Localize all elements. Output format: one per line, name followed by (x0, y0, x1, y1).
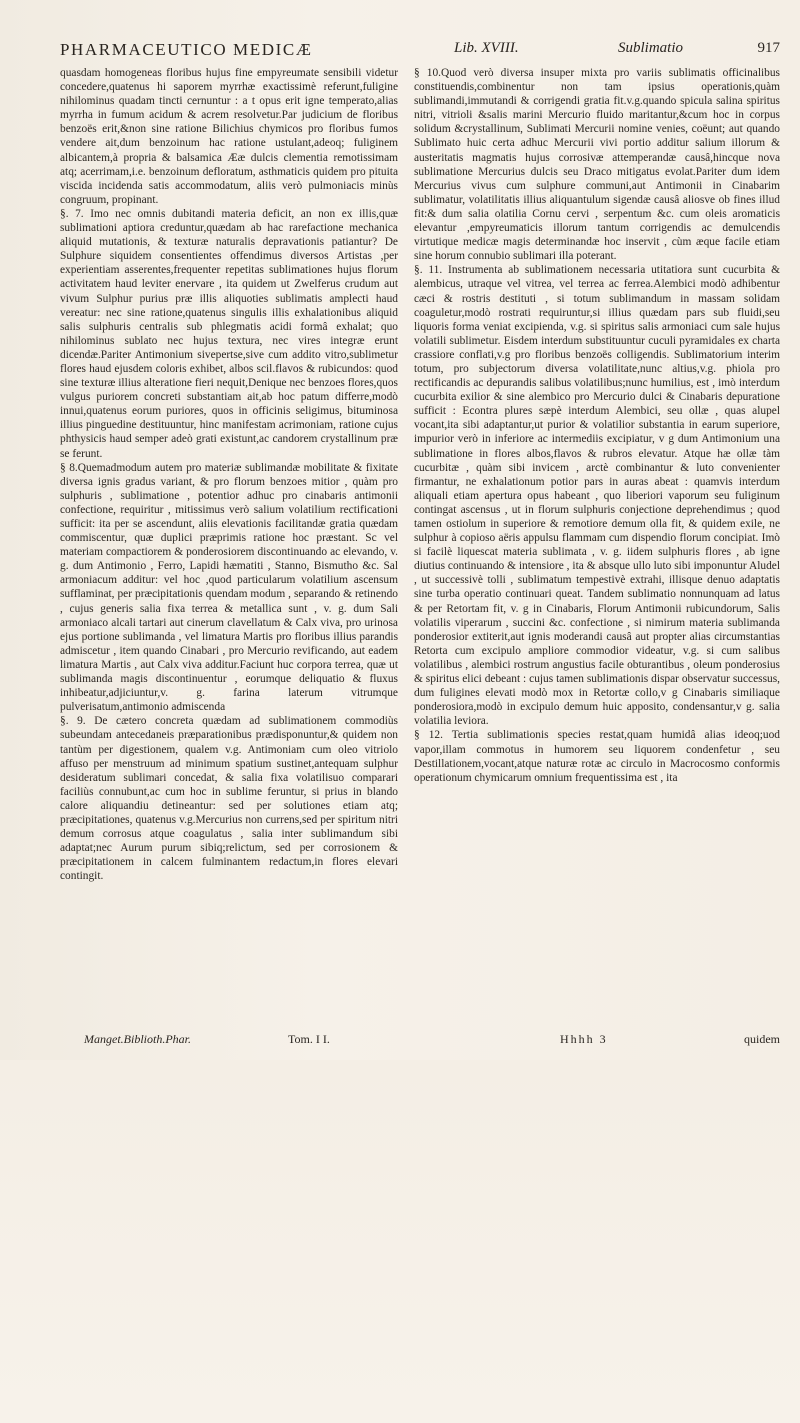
right-text-column (414, 66, 780, 785)
footer-volume: Tom. I I. (288, 1032, 330, 1046)
paragraph: §. 11. Instrumenta ab sublimationem necessaria utitatiora sunt cucurbita & alembicus, utraque vel vitrea, vel terrea ac ferrea.Alembici modò adhibentur cæci & rostris destituti , si totum sublimandum in massam solidam coaguletur,modò rostrati requiruntur,si illius quædam pars sub fluidi,seu liquoris forma veniat excipienda, v.g. si spiritus salis armoniaci cum sale hujus volatili sublimetur. Eisdem interdum substituuntur cuculi pyramidales ex charta crassiore conflati,v.g pro floribus benzoës colligendis. Sublimatorium interim totum, pro subjectorum diversa volatilitate,nunc altius,v.g. phiola pro rectificandis ac depurandis salibus volatilibus;nunc humilius, est , imò interdum cucurbita exilior & sine alembico pro Mercurio dulci & Cinabaris depuratione sufficit : Econtra plures sæpè interdum Alembici, seu ollæ , quas alupel vocant,ita sibi adaptantur,ut purior & volatilior substantia in earum superiore, impurior verò in inferiore ac intermediis excipiatur, v g dum Antimonium una sublimatione in flores albos,flavos & rubros elevatur. Atque hæ ollæ tàm cucurbitæ , quàm sibi invicem , arctè combinantur & luto convenienter firmantur, ne exhalationum potior pars in auras abeat : quamvis interdum aliquali etiam apertura opus habeant , quo liberiori vaporum seu fuliginum contingat ascensus , ut in florum sulphuris conjectione deprehendimus ; quod tamen ostiolum in superiore & remotiore demum olla fit, & quidem exile, ne sulphur à copioso aëris appulsu flammam cum dispendio florum concipiat. Imò si facilè liquescat materia sublimata , v. g. iidem sulphuris flores , ab igne diutius continuando & intensiore , ita & absque ullo luto sibi imponuntur Aludel , ut successivè tolli , sublimatum tempestivè extrahi, illisque denuo adaptatis sine turba operatio continuari queat. Tandem sublimatio nonnunquam ad latus & per Retortam fit, v. g in Cinabaris, Florum Antimonii rubicundorum, Salis volatilis viperarum , succini &c. confectione , si nimirum materia sublimanda ponderosior extiterit,aut ignis moderandi causâ aut propter alias circumstantias Retorta cum excipulo ampliore commodior videatur, v.g. si cum salibus volatilibus , alembici rostrum angustius facile obturantibus , oleum ponderosius & spiritus elici debeant : cujus tamen sublimationis dispar observatur successus, dum fuligines elevati modò mox in Retortæ collo,v g Cinabaris similiaque ponderosiora,modò in excipulo demum huic apposito, condensantur,v g. salia volatilia leviora. (414, 264, 780, 728)
running-title: PHARMACEUTICO MEDICÆ (60, 40, 313, 59)
footer-signature: Manget.Biblioth.Phar. (84, 1032, 191, 1046)
running-header (60, 40, 780, 64)
blank-margin (0, 1060, 800, 1423)
left-text-column (60, 66, 398, 883)
section-heading: Sublimatio (618, 40, 684, 56)
paragraph: §. 9. De cætero concreta quædam ad sublimationem commodiùs subeundam antecedaneis præparationibus prædisponuntur,& quidem non tantùm per digestionem, qualem v.g. Antimoniam cum oleo vitriolo affuso per menstruum ad minimum spatium sustinet,antequam sulphur desideratum sublimari concedat, & salia fixa volatilisuo comparari faciliùs connubunt,ac cum hoc in sublime feruntur, si prius in blando calore aliquandiu detineantur: sed per solutiones etiam atq; præcipitationes, quatenus v.g.Mercurius non currens,sed per spiritum nitri demum corrosus atque coagulatus , salia inter sublimandum sibi adaptat;nec Aurum purum sibiq;relictum, sed per corrosionem & præcipitationem in calcem fulminantem redactum,in flores elevari contingit. (60, 715, 398, 883)
book-number: Lib. XVIII. (454, 40, 519, 56)
page-footer (60, 1032, 780, 1052)
leaf-letters: Hhhh (560, 1032, 595, 1046)
paragraph: § 10.Quod verò diversa insuper mixta pro variis sublimatis officinalibus constituendis,combinentur non tam ipsius operationis,quàm sublimandi,immutandi & corrigendi gratia fit.v.g.quando spicula salina spiritus nitri, vitrioli &salis marini Mercurio fluido maritantur,&cum hoc in corpus solidum &crystallinum, Sublimati Mercurii nomine venies, coëunt; aut quando Sublimato huic certa adhuc Mercurii vivi portio additur salium illorum & austeritatis magmatis hujus corrosivæ attemperandæ causâ,hincque nova sublimatione Mercurius dulcis seu Draco mitigatus evolat.Pariter dum idem Mercurius vivus cum sulphure communi,aut Antimonii in Cinabarim sublimatur, volatilitatis illius aliquantulum sigendæ causâ aliosve ob fines illud fit:& dum salia olatilia Cornu cervi , serpentum &c. cum oleis aromaticis elevantur ,empyreumaticis illorum tantum corrigendis ac demulcendis virtutique medicæ magis determinandæ hoc inservit , cùm æque facile etiam sine horum connubio sublimari illa poterant. (414, 67, 780, 263)
leaf-number: 3 (599, 1032, 608, 1046)
signature-mark (560, 1032, 608, 1047)
paragraph: § 8.Quemadmodum autem pro materiæ sublimandæ mobilitate & fixitate diversa ignis gradus variant, & pro florum benzoes mitior , quàm pro sulphuris , sublimatione , potentior adhuc pro cinabaris antimonii confectione, requiritur , mitissimus verò salium volatilium rectificationi sufficit: ita per se ascendunt, aliis elevationis facilitandæ gratia quædam commiscentur, quæ duplici præprimis ratione hoc præstant. Sc vel materiam compactiorem & ponderosiorem discontinuando ac elevando, v. g. dum Antimonio , Ferro, Lapidi hæmatiti , Stanno, Bismutho &c. Sal armoniacum additur: vel hoc ,quod particularum volatilium ascensum sufflaminat, per præcipitationis quendam modum , separando & retinendo , cujus generis salia fixa terrea & metallica sunt , v. g. dum Sali armoniaco alcali tartari aut cinerum clavellatum & Calx viva, pro urinosa ejus portione sublimanda , vel limatura Martis pro floribus illius parandis admiscetur , item quando Cinabari , pro Mercurio revificando, aut eadem limatura Martis , aut Calx viva additur.Faciunt huc corpora terrea, quæ ut sublimanda magis discontinuentur , eorumque deliquatio & fluxus inhibeatur,adjiciuntur,v. g. farina laterum vitrumque pulverisatum,antimonio admiscenda (60, 461, 398, 714)
catchword: quidem (744, 1032, 780, 1046)
page-number: 917 (757, 40, 780, 56)
paragraph: §. 7. Imo nec omnis dubitandi materia deficit, an non ex illis,quæ sublimationi aptiora creduntur,quædam ab hac rarefactione mechanica aliquid mutationis, & texturæ naturalis depravationis patiantur? De Sulphure siquidem consentientes offendimus diversos Artistas ,per experientiam asserentes,frequenter repetitas sublimationes hujus florum activitatem haud leviter enervare , ita quidem ut Zwelferus crudum aut vivum Sulphur purius præ illis aliquoties sublimatis amplecti haud vereatur: nec sine ratione,quatenus singulis illis exhalationibus aliquid salis sulphuris centralis sub phlegmatis acidi formâ exhalat; quo nihilominus sublato nec hujus textura, nec vires integræ erunt dicendæ.Pariter Antimonium sivepertse,sive cum addito vitro,sublimetur flores haud ejusdem coloris exhibet, albos scil.flavos & rubicundos: quod sine texturæ illius alteratione fieri nequit,Denique nec benzoes flores,quos vulgus puriorem concreti substantiam ait,ab hoc patum differre,modò innui,quatenus eorum puriores, quos in officinis seligimus, bituminosa illius pinguedine destituuntur, hinc manifestam acrimoniam, ratione cujus phthysicis haud semper adeò grati existunt,ac candorem crystallinum præ se ferunt. (60, 207, 398, 460)
paragraph: § 12. Tertia sublimationis species restat,quam humidâ alias ideoq;uod vapor,illam commotus in humorem seu liquorem condenfetur , seu Destillationem,vocant,atque naturæ rotæ ac circulo in Macrocosmo conformis operationum chymicarum omnium frequentissima est , ita (414, 729, 780, 784)
paragraph: quasdam homogeneas floribus hujus fine empyreumate sensibili videtur concedere,quatenus hi saporem myrrhæ exactissimè referunt,fuligine nihilominus quadam tincti cernuntur : a t opus erit igne temperato,alias myrrha in fumum acidum & acrem resolvetur.Par judicium de floribus benzoës erit,&non sine ratione Bilichius chymicos pro floribus fumos vendere ait,dum benzoinum hac ratione ustulant,adeoq; fuliginem albicantem,à propria & balsamica Ææ dulcis clementia remotissimam atq; acerrimam,i.e. benzoinum defloratum, asthmaticis quidem pro pituita viscida incidenda satis accommodatum, aliis verò pulmoniacis minùs congruum, propinant. (60, 67, 398, 206)
